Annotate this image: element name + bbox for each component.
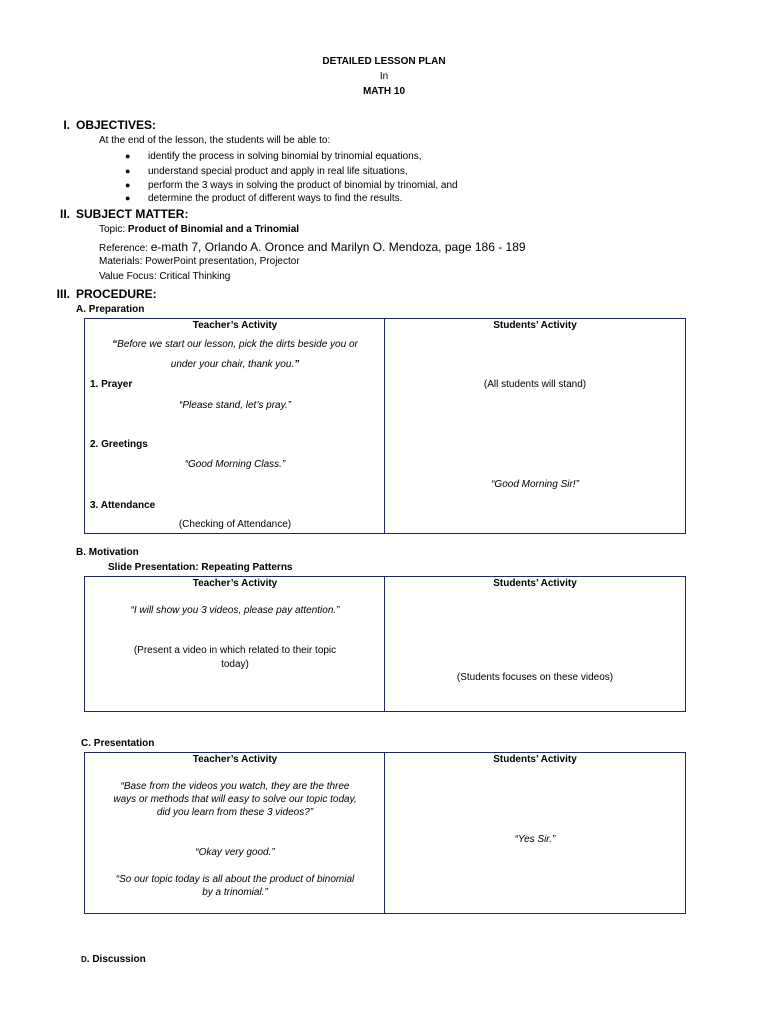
preparation-table	[84, 318, 686, 534]
objectives-intro: At the end of the lesson, the students will be able to:	[99, 135, 331, 146]
teacher-column	[85, 577, 385, 711]
preparation-label: A. Preparation	[76, 304, 145, 315]
teacher-activity-header: Teacher’s Activity	[192, 578, 278, 589]
value-focus-line: Value Focus: Critical Thinking	[99, 271, 231, 282]
presentation-teacher-p1a: “Base from the videos you watch, they are the three	[120, 781, 350, 792]
teacher-column	[85, 753, 385, 913]
motivation-teacher-line2a: (Present a video in which related to their topic	[133, 645, 337, 656]
student-greet-text: “Good Morning Sir!”	[491, 479, 579, 490]
greetings-text: “Good Morning Class.”	[184, 459, 286, 470]
reference-value: e-math 7, Orlando A. Oronce and Marilyn O. Mendoza, page 186 - 189	[150, 240, 526, 254]
prayer-label: 1. Prayer	[90, 379, 133, 390]
materials-line: Materials: PowerPoint presentation, Projector	[99, 256, 300, 267]
procedure-heading	[52, 287, 157, 301]
presentation-table	[84, 752, 686, 914]
teacher-activity-header: Teacher’s Activity	[192, 320, 278, 331]
procedure-num: III.	[56, 287, 70, 301]
objectives-num: I.	[63, 118, 70, 132]
objective-item: ● identify the process in solving binomial by trinomial equations,	[125, 151, 422, 162]
motivation-teacher-line1: “I will show you 3 videos, please pay attention.”	[130, 605, 340, 616]
students-activity-header: Students’ Activity	[493, 578, 577, 589]
doc-title-line1: DETAILED LESSON PLAN	[322, 56, 446, 67]
presentation-student-line: “Yes Sir.”	[514, 834, 556, 845]
subject-matter-num: II.	[59, 207, 70, 221]
motivation-label: B. Motivation	[76, 547, 139, 558]
prayer-text: “Please stand, let’s pray.”	[179, 400, 291, 411]
discussion-label: D. Discussion	[81, 954, 146, 965]
objectives-heading	[52, 118, 156, 132]
subject-matter-heading	[52, 207, 188, 221]
objectives-title: OBJECTIVES:	[76, 118, 157, 132]
attendance-label: 3. Attendance	[90, 500, 156, 511]
reference-line: Reference: e-math 7, Orlando A. Oronce and Marilyn O. Mendoza, page 186 - 189	[99, 240, 526, 254]
greetings-label: 2. Greetings	[90, 439, 148, 450]
bullet-icon: ●	[125, 193, 131, 203]
bullet-icon: ●	[125, 180, 131, 190]
students-activity-header: Students’ Activity	[493, 320, 577, 331]
topic-value: Product of Binomial and a Trinomial	[127, 224, 300, 235]
topic-line: Topic: Product of Binomial and a Trinomial	[99, 224, 300, 235]
motivation-sublabel: Slide Presentation: Repeating Patterns	[108, 562, 293, 573]
bullet-icon: ●	[125, 166, 131, 176]
subject-matter-title: SUBJECT MATTER:	[76, 207, 189, 221]
opening-remark-line2: under your chair, thank you.”	[170, 359, 300, 370]
opening-remark-line1: “Before we start our lesson, pick the dirts beside you or	[112, 339, 358, 350]
doc-title-line3: MATH 10	[362, 86, 406, 97]
teacher-activity-header: Teacher’s Activity	[192, 754, 278, 765]
procedure-title: PROCEDURE:	[76, 287, 157, 301]
motivation-table	[84, 576, 686, 712]
teacher-column	[85, 319, 385, 533]
presentation-teacher-p2: “Okay very good.”	[195, 847, 275, 858]
doc-title-line2: In	[379, 71, 389, 82]
motivation-student-line: (Students focuses on these videos)	[456, 672, 614, 683]
presentation-label: C. Presentation	[81, 738, 155, 749]
objective-item: ● determine the product of different ways to find the results.	[125, 193, 403, 204]
presentation-teacher-p3b: by a trinomial.”	[202, 887, 268, 898]
attendance-text: (Checking of Attendance)	[178, 519, 292, 530]
bullet-icon: ●	[125, 151, 131, 161]
motivation-teacher-line2b: today)	[221, 659, 249, 670]
presentation-teacher-p1b: ways or methods that will easy to solve our topic today,	[113, 794, 357, 805]
presentation-teacher-p3a: “So our topic today is all about the product of binomial	[115, 874, 355, 885]
objective-item: ● understand special product and apply in real life situations,	[125, 166, 408, 177]
students-activity-header: Students’ Activity	[493, 754, 577, 765]
objective-item: ● perform the 3 ways in solving the product of binomial by trinomial, and	[125, 180, 458, 191]
student-stand-text: (All students will stand)	[483, 379, 587, 390]
presentation-teacher-p1c: did you learn from these 3 videos?”	[156, 807, 314, 818]
